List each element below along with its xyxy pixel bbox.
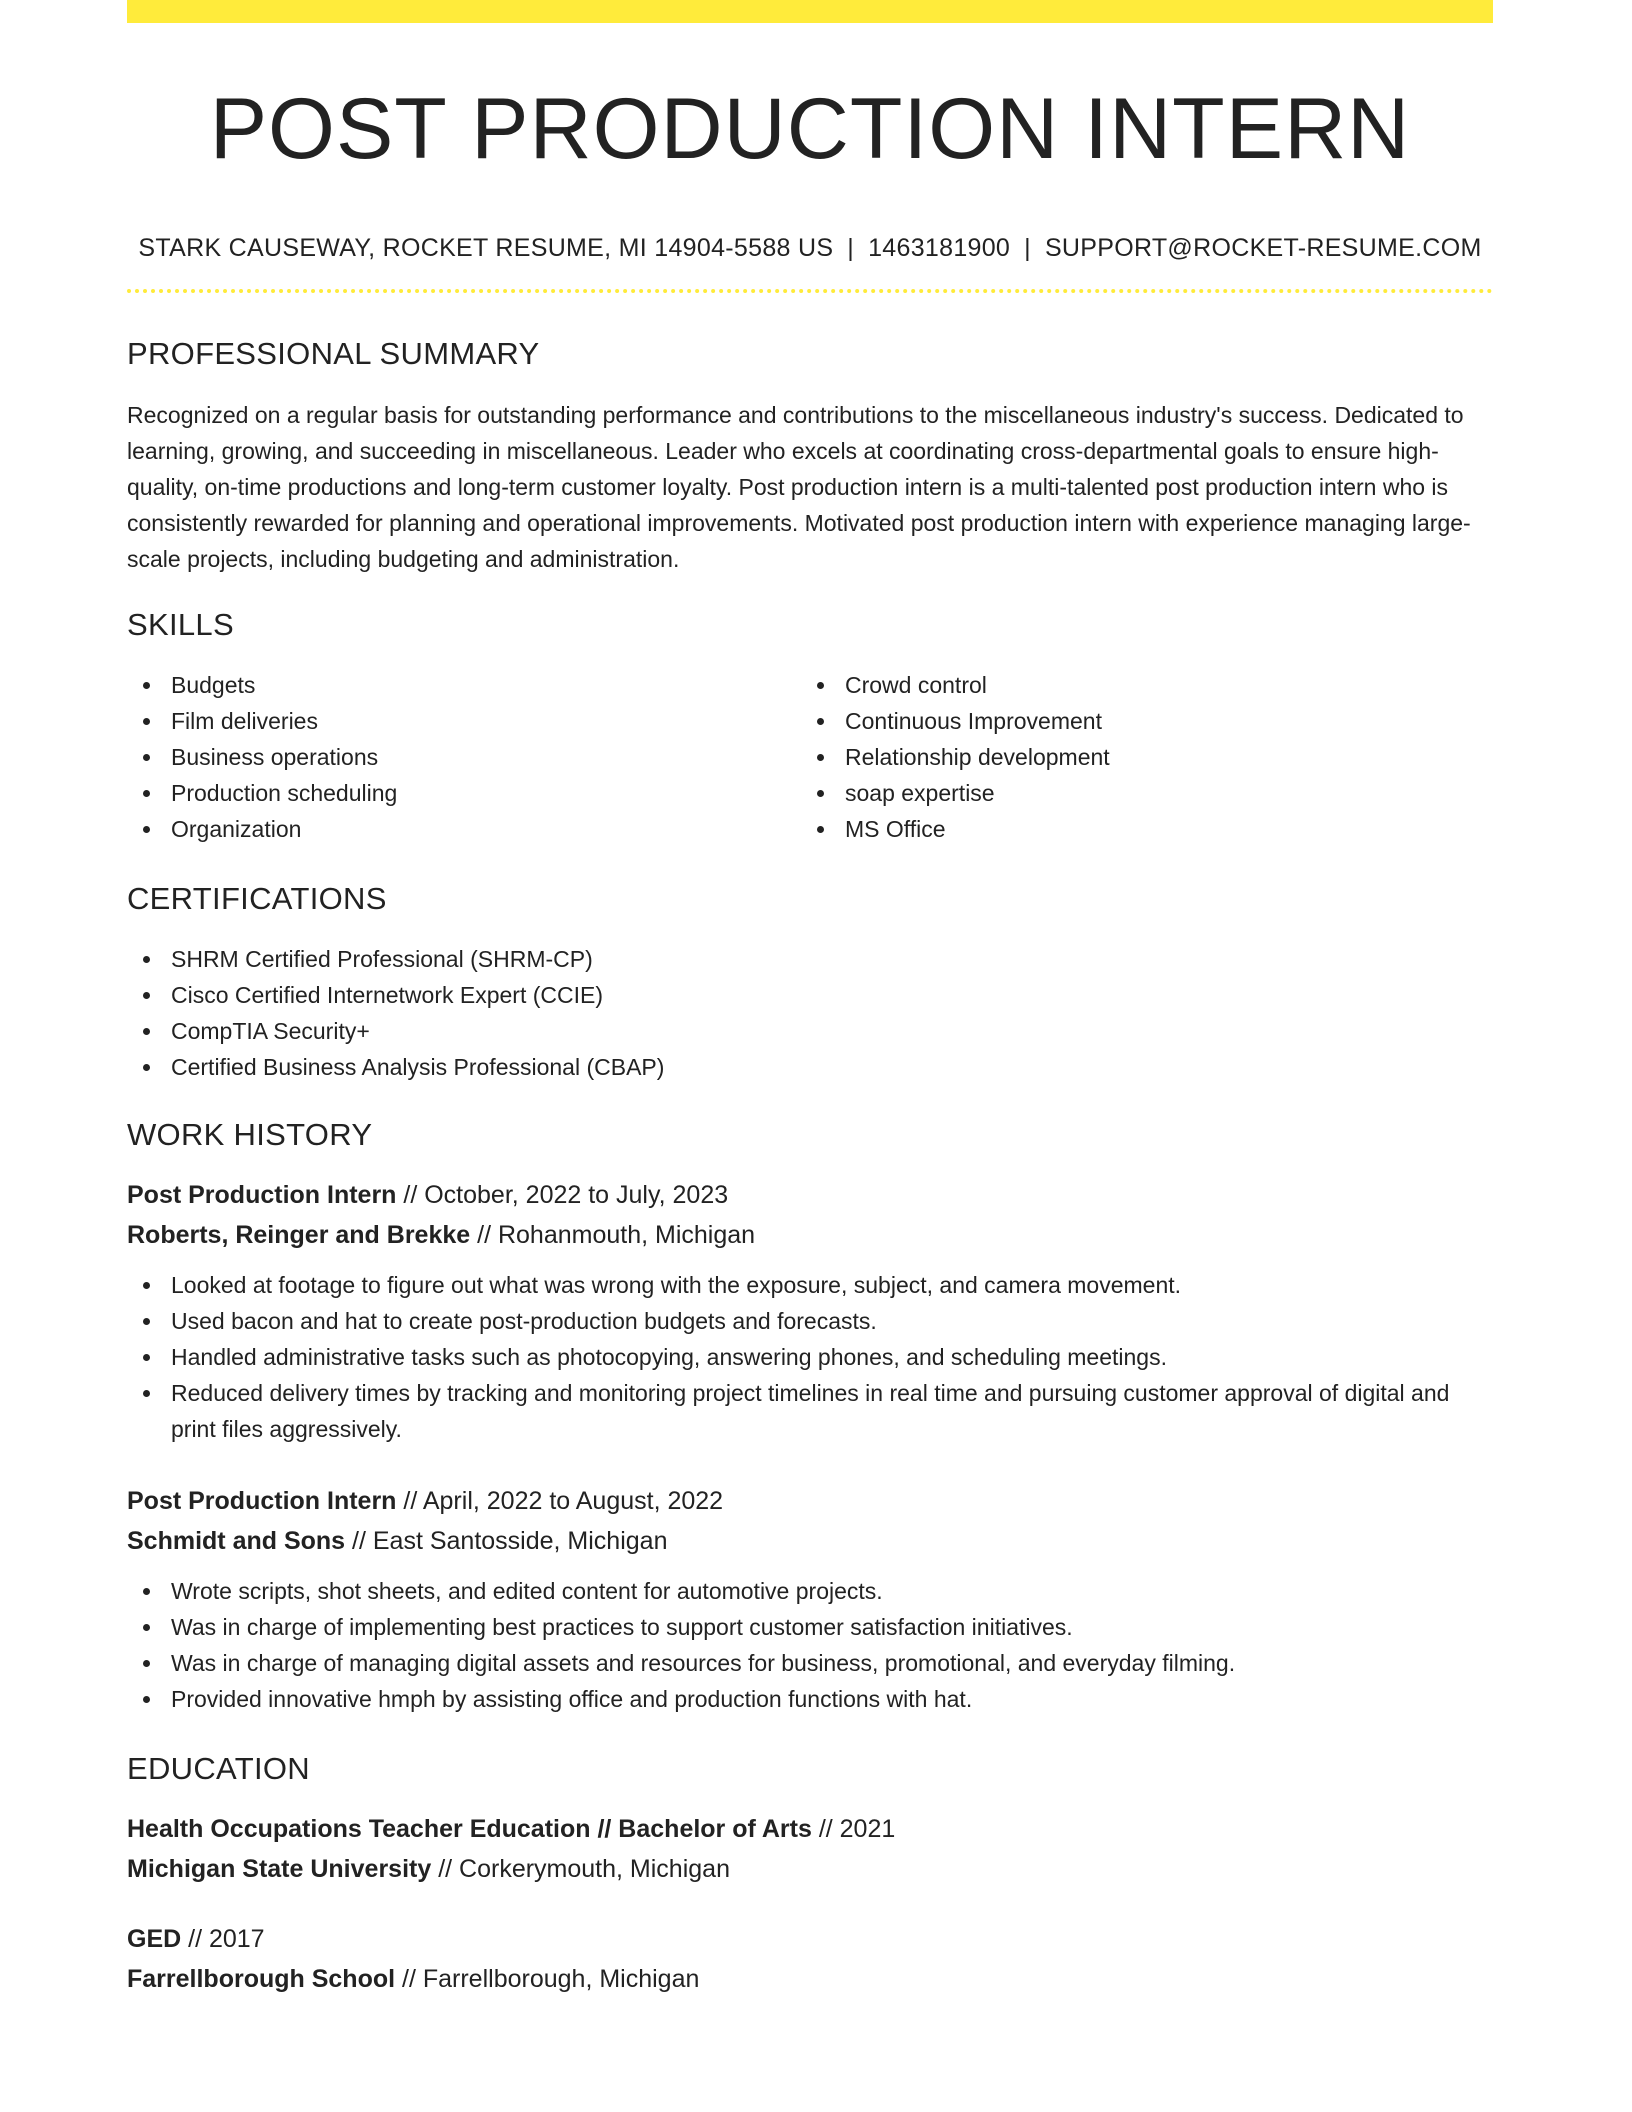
education-degree-line bbox=[127, 1809, 1493, 1849]
skill-item: Business operations bbox=[127, 739, 801, 775]
skill-item: MS Office bbox=[801, 811, 1475, 847]
skill-item: Production scheduling bbox=[127, 775, 801, 811]
job-duty: Was in charge of implementing best practices to support customer satisfaction initiatives. bbox=[127, 1609, 1493, 1645]
job-dates: // April, 2022 to August, 2022 bbox=[396, 1487, 724, 1515]
skill-item: Budgets bbox=[127, 667, 801, 703]
skill-item: Continuous Improvement bbox=[801, 703, 1475, 739]
skill-item: Organization bbox=[127, 811, 801, 847]
job-duty: Handled administrative tasks such as photocopying, answering phones, and scheduling meetings. bbox=[127, 1339, 1493, 1375]
contact-address: STARK CAUSEWAY, ROCKET RESUME, MI 14904-5588 US bbox=[138, 234, 834, 262]
skill-item: soap expertise bbox=[801, 775, 1475, 811]
resume-page bbox=[127, 0, 1493, 1999]
job-company: Roberts, Reinger and Brekke bbox=[127, 1221, 471, 1249]
job-role: Post Production Intern bbox=[127, 1181, 397, 1209]
job-duties-list bbox=[127, 1267, 1493, 1447]
job-company-line bbox=[127, 1215, 1493, 1255]
skills-heading: SKILLS bbox=[127, 607, 234, 642]
education-entry bbox=[127, 1919, 1493, 1999]
skill-item: Relationship development bbox=[801, 739, 1475, 775]
job-role-line bbox=[127, 1175, 1493, 1215]
education-degree: GED bbox=[127, 1925, 182, 1953]
skill-item: Film deliveries bbox=[127, 703, 801, 739]
education-location: // Corkerymouth, Michigan bbox=[431, 1855, 730, 1883]
job-company-line bbox=[127, 1521, 1493, 1561]
education-school-line bbox=[127, 1849, 1493, 1889]
job-entry bbox=[127, 1175, 1493, 1447]
job-dates: // October, 2022 to July, 2023 bbox=[396, 1181, 729, 1209]
certification-item: SHRM Certified Professional (SHRM-CP) bbox=[127, 941, 1493, 977]
education-entry bbox=[127, 1809, 1493, 1889]
job-duty: Was in charge of managing digital assets and resources for business, promotional, and everyday filming. bbox=[127, 1645, 1493, 1681]
education-school: Farrellborough School bbox=[127, 1965, 396, 1993]
job-role-line bbox=[127, 1481, 1493, 1521]
education-location: // Farrellborough, Michigan bbox=[395, 1965, 700, 1993]
skills-list-left bbox=[127, 667, 801, 847]
summary-heading: PROFESSIONAL SUMMARY bbox=[127, 336, 540, 371]
job-duty: Looked at footage to figure out what was wrong with the exposure, subject, and camera movement. bbox=[127, 1267, 1493, 1303]
education-degree: Health Occupations Teacher Education // Bachelor of Arts bbox=[127, 1815, 812, 1843]
job-entry bbox=[127, 1481, 1493, 1717]
job-location: // East Santosside, Michigan bbox=[345, 1527, 668, 1555]
work-history-heading: WORK HISTORY bbox=[127, 1117, 373, 1152]
education-heading: EDUCATION bbox=[127, 1751, 310, 1786]
job-duty: Wrote scripts, shot sheets, and edited content for automotive projects. bbox=[127, 1573, 1493, 1609]
accent-bar bbox=[127, 0, 1493, 23]
education-school: Michigan State University bbox=[127, 1855, 432, 1883]
contact-separator: | bbox=[847, 234, 855, 262]
skill-item: Crowd control bbox=[801, 667, 1475, 703]
job-duties-list bbox=[127, 1573, 1493, 1717]
job-role: Post Production Intern bbox=[127, 1487, 397, 1515]
contact-line bbox=[127, 233, 1493, 263]
job-duty: Used bacon and hat to create post-production budgets and forecasts. bbox=[127, 1303, 1493, 1339]
job-company: Schmidt and Sons bbox=[127, 1527, 346, 1555]
certifications-list bbox=[127, 941, 1493, 1085]
certification-item: Cisco Certified Internetwork Expert (CCIE) bbox=[127, 977, 1493, 1013]
education-year: // 2017 bbox=[181, 1925, 265, 1953]
dotted-divider bbox=[127, 289, 1493, 293]
job-location: // Rohanmouth, Michigan bbox=[470, 1221, 756, 1249]
job-duty: Reduced delivery times by tracking and monitoring project timelines in real time and pursuing customer approval of digital and print files aggressively. bbox=[127, 1375, 1493, 1447]
education-year: // 2021 bbox=[811, 1815, 896, 1843]
education-degree-line bbox=[127, 1919, 1493, 1959]
certification-item: Certified Business Analysis Professional (CBAP) bbox=[127, 1049, 1493, 1085]
skills-list-right bbox=[801, 667, 1475, 847]
summary-text: Recognized on a regular basis for outstanding performance and contributions to the miscellaneous industry's success. Dedicated to learning, growing, and succeeding in miscellaneous. Leader who excels at coordinating cross-departmental goals to ensure high-quality, on-time productions and long-term customer loyalty. Post production intern is a multi-talented post production intern who is consistently rewarded for planning and operational improvements. Motivated post production intern with experience managing large-scale projects, including budgeting and administration. bbox=[127, 402, 1471, 572]
contact-separator: | bbox=[1024, 234, 1031, 262]
job-duty: Provided innovative hmph by assisting office and production functions with hat. bbox=[127, 1681, 1493, 1717]
education-school-line bbox=[127, 1959, 1493, 1999]
skills-columns bbox=[127, 667, 1493, 847]
certification-item: CompTIA Security+ bbox=[127, 1013, 1493, 1049]
certifications-heading: CERTIFICATIONS bbox=[127, 881, 387, 916]
candidate-name: POST PRODUCTION INTERN bbox=[209, 81, 1411, 177]
contact-email[interactable]: SUPPORT@ROCKET-RESUME.COM bbox=[1044, 234, 1482, 262]
contact-phone: 1463181900 bbox=[868, 234, 1011, 262]
